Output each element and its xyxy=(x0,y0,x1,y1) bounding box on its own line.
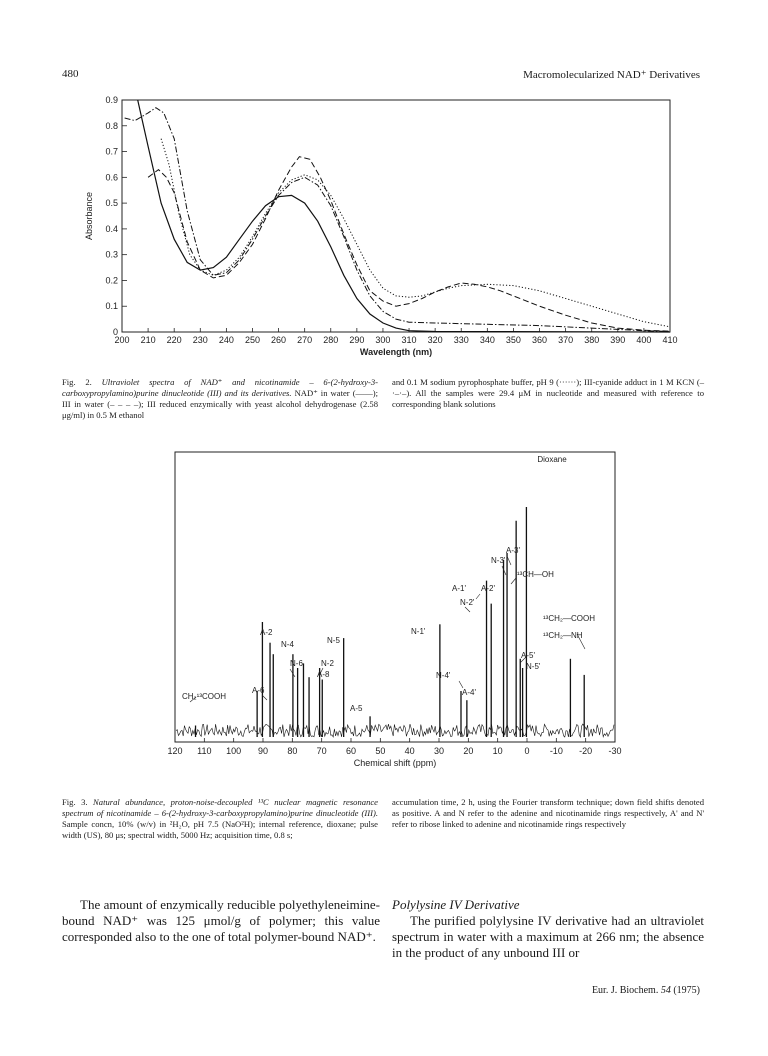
fig2-y-tick-label-8: 0.8 xyxy=(105,120,118,131)
fig2-x-tick-label-17: 370 xyxy=(558,335,574,345)
fig3-nmr-chart xyxy=(150,444,640,789)
fig2-y-tick-label-6: 0.6 xyxy=(105,172,118,183)
fig2-y-tick-label-5: 0.5 xyxy=(105,198,118,209)
fig3-annotation-a5: A-5 xyxy=(350,704,363,713)
fig3-x-tick-label-5: 70 xyxy=(316,746,327,756)
fig2-x-tick-label-10: 300 xyxy=(375,335,391,345)
fig2-x-tick-label-15: 350 xyxy=(505,335,521,345)
fig2-series-solid xyxy=(138,100,670,332)
fig2-x-tick-label-16: 360 xyxy=(532,335,548,345)
fig3-x-tick-label-15: -30 xyxy=(608,746,622,756)
fig3-annotation-dioxane: Dioxane xyxy=(537,455,567,464)
fig2-caption-right: and 0.1 M sodium pyrophosphate buffer, pH 9 (······); III-cyanide adduct in 1 M KCN (–·–·–). All the samples were 29.4 μM in nucleotide and measured with reference to corresponding blank solutions xyxy=(392,377,704,409)
page-number: 480 xyxy=(62,68,79,80)
fig3-annotation-a2p: A-2' xyxy=(481,584,495,593)
fig2-x-tick-label-12: 320 xyxy=(427,335,443,345)
fig3-x-tick-label-8: 40 xyxy=(404,746,415,756)
fig3-x-tick-label-9: 30 xyxy=(433,746,445,756)
fig3-frame xyxy=(175,452,615,742)
fig2-x-tick-label-21: 410 xyxy=(662,335,678,345)
fig2-x-tick-label-5: 250 xyxy=(244,335,260,345)
fig3-annotation-n1p: N-1' xyxy=(411,627,426,636)
fig3-baseline-noise xyxy=(176,724,614,737)
fig3-x-tick-label-14: -20 xyxy=(579,746,593,756)
fig2-x-tick-label-20: 400 xyxy=(636,335,652,345)
fig3-x-tick-label-7: 50 xyxy=(375,746,386,756)
fig2-x-tick-label-7: 270 xyxy=(297,335,313,345)
fig3-x-tick-label-11: 10 xyxy=(492,746,503,756)
fig3-x-tick-label-2: 100 xyxy=(226,746,242,756)
fig2-x-tick-label-18: 380 xyxy=(584,335,600,345)
fig3-annotation-ch2_13cooh: CH₂¹³COOH xyxy=(182,692,226,701)
fig3-annotation-n4p: N-4' xyxy=(436,671,451,680)
fig2-x-axis-label: Wavelength (nm) xyxy=(359,347,433,357)
running-title: Macromolecularized NAD⁺ Derivatives xyxy=(523,69,700,81)
fig3-caption-left xyxy=(62,797,378,841)
fig3-title: Natural abundance, proton-noise-decoupled ¹³C nuclear magnetic resonance spectrum of nicotinamide – 6-(2-hydroxy-3-carboxypropylamino)purine dinucleotide (III). xyxy=(62,797,378,818)
body-left-paragraph: The amount of enzymically reducible polyethyleneimine-bound NAD⁺ was 125 μmol/g of polymer; this value corresponded also to the one of total polymer-bound NAD⁺. xyxy=(62,897,380,944)
fig3-annotation-n5: N-5 xyxy=(327,636,340,645)
fig2-x-tick-label-2: 220 xyxy=(166,335,182,345)
fig2-x-tick-label-3: 230 xyxy=(192,335,208,345)
journal-footer xyxy=(592,985,700,996)
fig3-x-tick-label-1: 110 xyxy=(197,746,212,756)
fig3-annotation-n3p: N-3' xyxy=(491,556,506,565)
journal-volume: 54 xyxy=(660,985,671,996)
fig3-annotation-a5p: A-5' xyxy=(521,651,535,660)
fig3-caption-right: accumulation time, 2 h, using the Fourier transform technique; down field shifts denoted as positive. A and N refer to the adenine and nicotinamide rings respectively, A' and N' refer to ribose linked to adenine and nicotinamide rings respectively xyxy=(392,797,704,829)
fig3-annotation-n5p: N-5' xyxy=(526,662,541,671)
fig3-x-tick-label-10: 20 xyxy=(463,746,474,756)
fig2-title: Ultraviolet spectra of NAD⁺ and nicotinamide – 6-(2-hydroxy-3-carboxypropylamino)purine dinucleotide (III) and its derivatives. xyxy=(62,377,378,398)
fig2-x-tick-label-6: 260 xyxy=(271,335,287,345)
fig3-annotation-a1p: A-1' xyxy=(452,584,466,593)
fig2-y-tick-label-3: 0.3 xyxy=(105,249,118,260)
fig3-x-tick-label-0: 120 xyxy=(167,746,183,756)
fig2-x-tick-label-0: 200 xyxy=(114,335,130,345)
fig3-annotation-a4p: A-4' xyxy=(462,688,476,697)
fig3-details: Sample concn, 10% (w/v) in ²H₂O, pH 7.5 (NaO²H); internal reference, dioxane; pulse width (US), 80 μs; spectral width, 5000 Hz; acquisition time, 0.8 s; xyxy=(62,819,378,840)
fig3-annotation-ch2_cooh: ¹³CH₂—COOH xyxy=(543,614,595,623)
fig2-uv-chart xyxy=(80,92,700,362)
fig2-y-axis-label: Absorbance xyxy=(84,191,94,241)
fig3-annotation-n2: N-2 xyxy=(321,659,334,668)
fig2-series-dashdot xyxy=(125,108,670,332)
fig2-x-tick-label-11: 310 xyxy=(401,335,417,345)
journal-year: (1975) xyxy=(673,985,700,996)
body-right-paragraph: The purified polylysine IV derivative had an ultraviolet spectrum in water with a maximum at 266 nm; the absence in the product of any unbound III or xyxy=(392,913,704,960)
fig3-x-tick-label-13: -10 xyxy=(549,746,563,756)
fig2-x-tick-label-4: 240 xyxy=(218,335,234,345)
fig3-annotation-a8: A-8 xyxy=(317,670,330,679)
fig2-x-tick-label-14: 340 xyxy=(479,335,495,345)
fig2-y-tick-label-1: 0.1 xyxy=(105,301,118,312)
fig3-x-tick-label-12: 0 xyxy=(524,746,530,756)
fig2-label: Fig. 2. xyxy=(62,377,92,387)
fig3-leader-8 xyxy=(459,681,463,688)
fig2-y-tick-label-2: 0.2 xyxy=(105,275,118,286)
fig3-annotation-a2: A-2 xyxy=(260,628,273,637)
fig3-leader-4 xyxy=(465,607,470,612)
fig3-leader-3 xyxy=(476,594,480,599)
fig2-series-dashed xyxy=(148,157,670,332)
fig3-annotation-n2p: N-2' xyxy=(460,598,475,607)
fig2-caption-left xyxy=(62,377,378,421)
fig3-leader-2 xyxy=(511,578,516,584)
section-heading: Polylysine IV Derivative xyxy=(392,897,520,912)
fig3-x-tick-label-6: 60 xyxy=(345,746,357,756)
fig3-annotation-n6: N-6 xyxy=(290,659,303,668)
fig2-x-tick-label-8: 280 xyxy=(323,335,339,345)
fig3-x-tick-label-3: 90 xyxy=(257,746,269,756)
fig2-y-tick-label-9: 0.9 xyxy=(105,95,118,105)
journal-name: Eur. J. Biochem. xyxy=(591,985,659,996)
fig3-annotation-n4: N-4 xyxy=(281,640,294,649)
fig3-annotation-ch2_nh: ¹³CH₂—NH xyxy=(543,631,583,640)
fig2-y-tick-label-0: 0 xyxy=(112,327,118,337)
fig2-x-tick-label-13: 330 xyxy=(453,335,469,345)
fig3-x-axis-label: Chemical shift (ppm) xyxy=(353,758,437,768)
fig2-x-tick-label-1: 210 xyxy=(140,335,156,345)
fig3-annotation-a3p: A-3' xyxy=(506,546,520,555)
fig2-series-dotted xyxy=(161,139,670,327)
fig2-x-tick-label-19: 390 xyxy=(610,335,626,345)
fig2-y-tick-label-4: 0.4 xyxy=(105,223,118,234)
fig2-x-tick-label-9: 290 xyxy=(349,335,365,345)
fig3-annotation-ch_oh: ¹³CH—OH xyxy=(517,570,554,579)
fig3-x-tick-label-4: 80 xyxy=(287,746,298,756)
fig2-y-tick-label-7: 0.7 xyxy=(105,146,118,157)
fig3-label: Fig. 3. xyxy=(62,797,88,807)
fig3-annotation-a6: A-6 xyxy=(252,686,265,695)
fig2-legend: NAD⁺ in water (——); III in water (– – – –); III reduced enzymically with yeast alcohol dehydrogenase (2.58 μg/ml) in 0.5 M ethanol xyxy=(62,388,378,420)
fig2-frame xyxy=(122,100,670,332)
